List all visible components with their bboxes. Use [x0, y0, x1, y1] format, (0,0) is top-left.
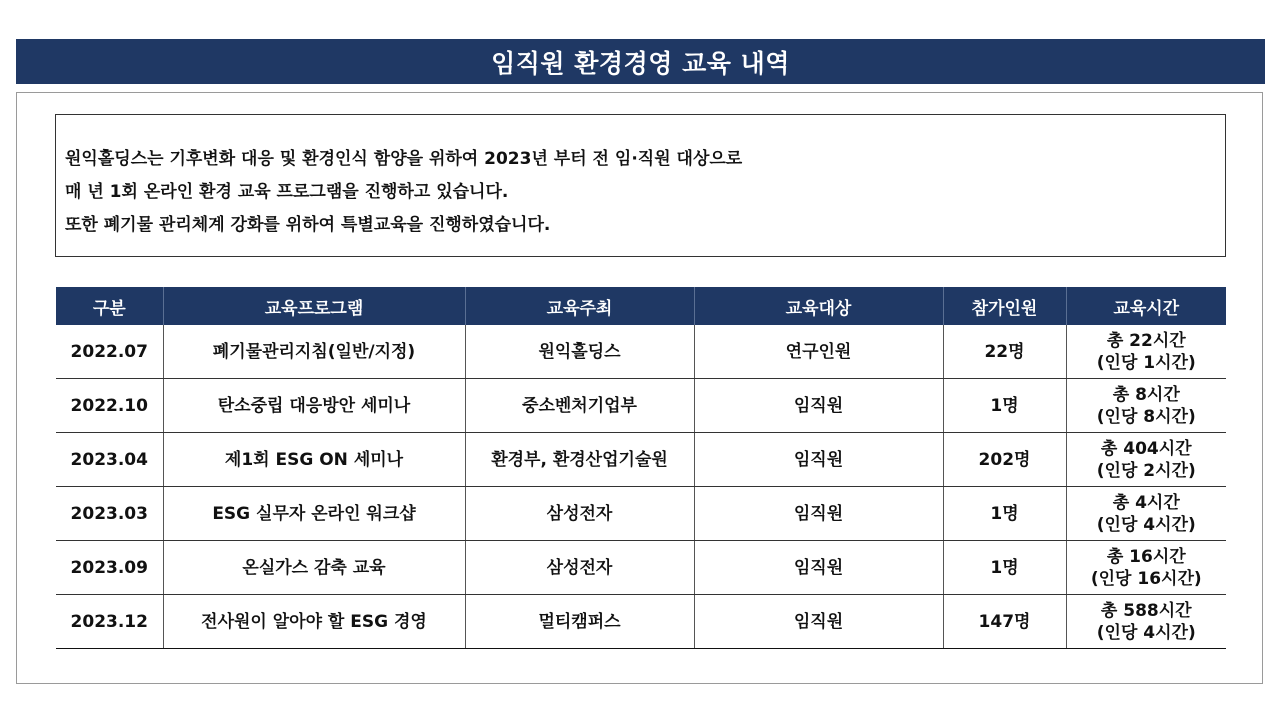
hours-total: 총 588시간	[1100, 600, 1192, 621]
education-table	[56, 287, 1226, 649]
header-category: 구분	[56, 287, 163, 325]
cell-participants: 202명	[943, 433, 1066, 487]
table-row	[56, 487, 1226, 541]
header-program: 교육프로그램	[163, 287, 465, 325]
table-row	[56, 541, 1226, 595]
hours-total: 총 22시간	[1106, 330, 1186, 351]
hours-per-person: (인당 4시간)	[1096, 514, 1196, 535]
cell-date: 2022.10	[56, 379, 163, 433]
cell-hours	[1066, 595, 1226, 649]
cell-participants: 1명	[943, 487, 1066, 541]
cell-target: 임직원	[694, 433, 943, 487]
cell-target: 임직원	[694, 487, 943, 541]
cell-date: 2022.07	[56, 325, 163, 379]
cell-participants: 147명	[943, 595, 1066, 649]
table-row	[56, 379, 1226, 433]
header-participants: 참가인원	[943, 287, 1066, 325]
intro-line-2: 매 년 1회 온라인 환경 교육 프로그램을 진행하고 있습니다.	[65, 182, 509, 202]
cell-host: 멀티캠퍼스	[465, 595, 694, 649]
table-row	[56, 433, 1226, 487]
hours-total: 총 4시간	[1112, 492, 1180, 513]
header-host: 교육주최	[465, 287, 694, 325]
hours-per-person: (인당 1시간)	[1096, 352, 1196, 373]
cell-participants: 1명	[943, 379, 1066, 433]
hours-total: 총 8시간	[1112, 384, 1180, 405]
cell-host: 환경부, 환경산업기술원	[465, 433, 694, 487]
cell-date: 2023.04	[56, 433, 163, 487]
table-row	[56, 595, 1226, 649]
cell-participants: 22명	[943, 325, 1066, 379]
intro-box	[55, 114, 1226, 257]
header-target: 교육대상	[694, 287, 943, 325]
hours-per-person: (인당 2시간)	[1096, 460, 1196, 481]
cell-hours	[1066, 541, 1226, 595]
cell-host: 삼성전자	[465, 487, 694, 541]
cell-host: 중소벤처기업부	[465, 379, 694, 433]
cell-date: 2023.03	[56, 487, 163, 541]
hours-total: 총 16시간	[1106, 546, 1186, 567]
hours-per-person: (인당 4시간)	[1096, 622, 1196, 643]
cell-date: 2023.12	[56, 595, 163, 649]
cell-target: 임직원	[694, 379, 943, 433]
cell-date: 2023.09	[56, 541, 163, 595]
hours-per-person: (인당 8시간)	[1096, 406, 1196, 427]
cell-target: 임직원	[694, 595, 943, 649]
hours-per-person: (인당 16시간)	[1090, 568, 1202, 589]
cell-target: 연구인원	[694, 325, 943, 379]
cell-host: 원익홀딩스	[465, 325, 694, 379]
cell-hours	[1066, 487, 1226, 541]
cell-host: 삼성전자	[465, 541, 694, 595]
cell-program: 온실가스 감축 교육	[163, 541, 465, 595]
cell-target: 임직원	[694, 541, 943, 595]
hours-total: 총 404시간	[1100, 438, 1192, 459]
cell-participants: 1명	[943, 541, 1066, 595]
page-title: 임직원 환경경영 교육 내역	[491, 48, 790, 78]
cell-hours	[1066, 433, 1226, 487]
cell-program: 제1회 ESG ON 세미나	[163, 433, 465, 487]
cell-program: 전사원이 알아야 할 ESG 경영	[163, 595, 465, 649]
cell-program: 탄소중립 대응방안 세미나	[163, 379, 465, 433]
table-row	[56, 325, 1226, 379]
page-title-bar	[16, 39, 1265, 84]
table-header-row	[56, 287, 1226, 325]
cell-program: ESG 실무자 온라인 워크샵	[163, 487, 465, 541]
cell-program: 폐기물관리지침(일반/지정)	[163, 325, 465, 379]
intro-line-1: 원익홀딩스는 기후변화 대응 및 환경인식 함양을 위하여 2023년 부터 전 임·직원 대상으로	[65, 149, 743, 169]
cell-hours	[1066, 379, 1226, 433]
intro-line-3: 또한 폐기물 관리체계 강화를 위하여 특별교육을 진행하였습니다.	[65, 215, 551, 235]
header-hours: 교육시간	[1066, 287, 1226, 325]
cell-hours	[1066, 325, 1226, 379]
